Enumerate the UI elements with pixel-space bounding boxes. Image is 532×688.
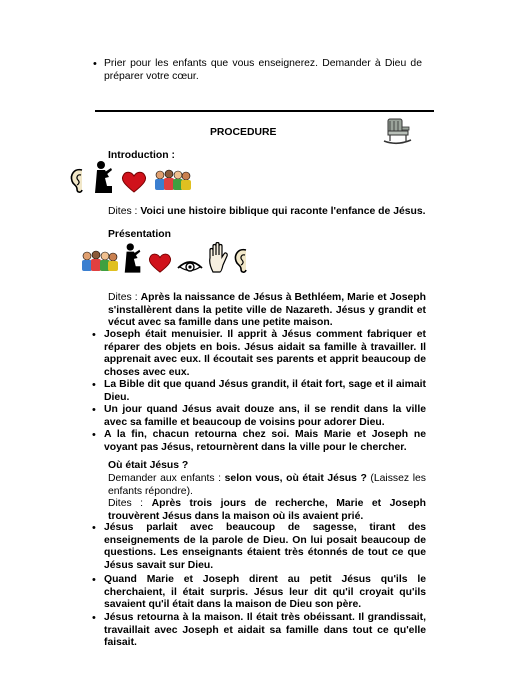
story-bullet: Joseph était menuisier. Il apprit à Jésus comment fabriquer et réparer des objets en bois. Jésus aidait sa famille à travailler. Il apprenait avec eux. Il écoutait ses parents et apprit beaucoup de choses avec eux. — [104, 329, 426, 378]
story-bullet: La Bible dit que quand Jésus grandit, il était fort, sage et il aimait Dieu. — [104, 379, 426, 403]
story-bullet: A la fin, chacun retourna chez soi. Mais Marie et Joseph ne voyant pas Jésus, retournèrent dans la ville pour le chercher. — [104, 429, 426, 453]
bullet-dot: • — [93, 58, 97, 70]
praying-person-icon — [122, 242, 144, 274]
dites-label: Dites : — [108, 498, 152, 509]
rocking-chair-icon — [382, 117, 412, 145]
presentation-heading: Présentation — [108, 229, 171, 240]
demander-paragraph — [108, 473, 426, 498]
bullet-dot: • — [92, 379, 96, 391]
heart-icon — [147, 252, 173, 274]
introduction-heading: Introduction : — [108, 150, 175, 161]
ear-icon — [232, 246, 252, 274]
dites-label: Dites : — [108, 292, 141, 303]
dites-paragraph-1 — [108, 206, 426, 219]
heart-icon — [120, 170, 148, 194]
children-group-icon — [152, 168, 192, 194]
bullet-dot: • — [92, 329, 96, 341]
dites-text: Voici une histoire biblique qui raconte l'enfance de Jésus. — [140, 206, 426, 217]
hand-icon — [207, 242, 229, 274]
eye-icon — [176, 256, 204, 274]
story-bullet: Un jour quand Jésus avait douze ans, il se rendit dans la ville avec sa famille et beaucoup de voisins pour adorer Dieu. — [104, 404, 426, 428]
bullet-dot: • — [92, 574, 96, 586]
dites-text: Après trois jours de recherche, Marie et Joseph trouvèrent Jésus dans la maison où ils avaient prié. — [108, 498, 426, 522]
demander-question: selon vous, où était Jésus ? — [224, 473, 367, 484]
dites-text: Après la naissance de Jésus à Bethléem, Marie et Joseph s'installèrent dans la petite ville de Nazareth. Jésus y grandit et vécut avec sa famille dans une petite maison. — [108, 292, 426, 329]
story-bullet: Quand Marie et Joseph dirent au petit Jésus qu'ils le cherchaient, il était surpris. Jésus leur dit qu'il croyait qu'ils savaient qu'il était dans la maison de Dieu son père. — [104, 574, 426, 611]
story-bullet: Jésus retourna à la maison. Il était très obéissant. Il grandissait, travaillait avec Joseph et aidait sa famille dans tout ce qu'elle faisait. — [104, 612, 426, 649]
dites-paragraph-2 — [108, 292, 426, 330]
demander-note: (Laissez les enfants répondre). — [108, 473, 426, 497]
children-group-icon — [79, 250, 119, 274]
dites-label: Dites : — [108, 206, 141, 217]
presentation-icons — [79, 242, 252, 274]
intro-bullet-text: Prier pour les enfants que vous enseignerez. Demander à Dieu de préparer votre cœur. — [104, 58, 422, 82]
introduction-icons — [68, 160, 192, 194]
bullet-dot: • — [92, 429, 96, 441]
bullet-dot: • — [92, 612, 96, 624]
section-divider — [95, 110, 434, 112]
question-heading: Où était Jésus ? — [108, 460, 189, 471]
bullet-dot: • — [92, 522, 96, 534]
dites-paragraph-3 — [108, 498, 426, 523]
praying-person-icon — [92, 160, 116, 194]
ear-icon — [68, 166, 88, 194]
demander-label: Demander aux enfants : — [108, 473, 225, 484]
procedure-title: PROCEDURE — [210, 127, 277, 138]
story-bullet: Jésus parlait avec beaucoup de sagesse, tirant des enseignements de la parole de Dieu. On lui posait beaucoup de questions. Les enseignants étaient très étonnés de tout ce que Jésus savait sur Dieu. — [104, 522, 426, 571]
bullet-dot: • — [92, 404, 96, 416]
